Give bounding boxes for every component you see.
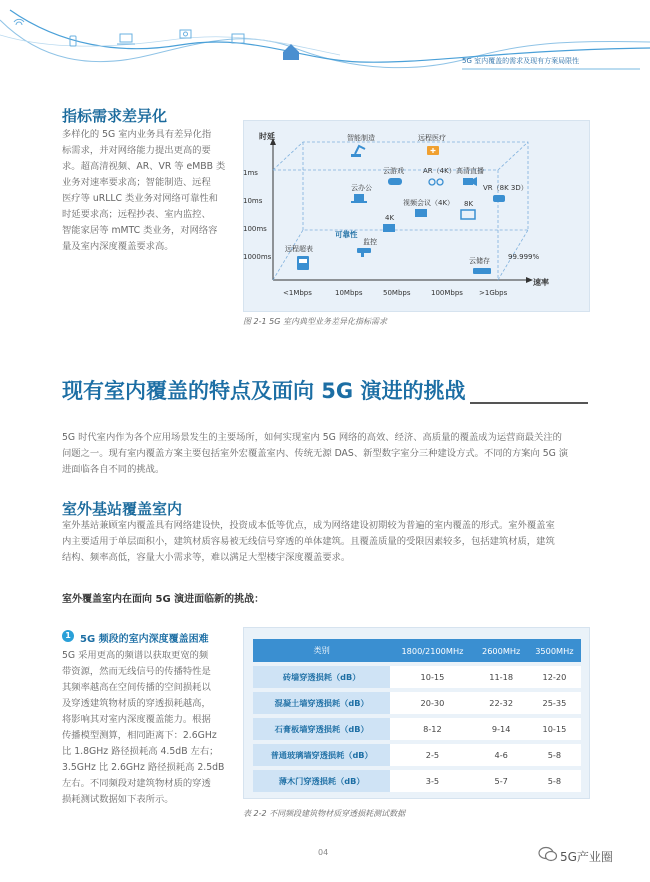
service-hd-live bbox=[456, 166, 484, 186]
table-cell-category: 混凝土墙穿透损耗（dB） bbox=[253, 692, 390, 714]
table-row bbox=[253, 718, 581, 740]
table-cell: 5-8 bbox=[528, 744, 581, 766]
cctv-icon bbox=[357, 248, 371, 257]
paragraph-line: 内主要适用于单层面积小，建筑材质容易被无线信号穿透的单体建筑。且覆盖质量的受限因素较多，包括建筑材质，建筑 bbox=[62, 536, 555, 547]
svg-text:云办公: 云办公 bbox=[351, 184, 372, 192]
challenges-title: 室外覆盖室内在面向 5G 演进面临新的挑战： bbox=[62, 594, 265, 605]
item-title: 5G 频段的室内深度覆盖困难 bbox=[80, 634, 209, 645]
paragraph-line: 室外基站兼顾室内覆盖具有网络建设快，投资成本低等优点，成为网络建设初期较为普遍的室内覆盖的形式。室外覆盖室 bbox=[62, 520, 555, 531]
paragraph-line: 求。超高清视频、AR、VR 等 eMBB 类 bbox=[62, 161, 226, 172]
svg-text:云游戏: 云游戏 bbox=[383, 167, 404, 175]
y-tick: 100ms bbox=[243, 225, 267, 233]
table-header-cell: 1800/2100MHz bbox=[390, 639, 474, 662]
table-cell: 5-7 bbox=[475, 770, 528, 792]
x-tick: 50Mbps bbox=[383, 289, 411, 297]
service-cloud-storage bbox=[469, 256, 491, 274]
table-cell: 5-8 bbox=[528, 770, 581, 792]
table-cell: 12-20 bbox=[528, 666, 581, 688]
gamepad-icon bbox=[388, 178, 402, 185]
service-cloud-office bbox=[351, 183, 372, 203]
paragraph-line: 比 1.8GHz 路径损耗高 4.5dB 左右； bbox=[62, 746, 219, 757]
laptop-icon bbox=[117, 34, 135, 44]
service-ar bbox=[423, 167, 456, 185]
paragraph-line: 其频率越高在空间传播的空间损耗以 bbox=[62, 682, 211, 693]
table-cell: 3-5 bbox=[390, 770, 474, 792]
table-header-row bbox=[253, 639, 581, 662]
x-tick: 100Mbps bbox=[431, 289, 463, 297]
item-number-badge: 1 bbox=[62, 630, 74, 642]
y-tick: 1000ms bbox=[243, 253, 272, 261]
table-cell: 25-35 bbox=[528, 692, 581, 714]
x-axis-title: 速率 bbox=[533, 278, 549, 287]
chapter-intro bbox=[62, 430, 592, 478]
service-4k bbox=[383, 214, 395, 232]
paragraph-line: 进面临各自不同的挑战。 bbox=[62, 464, 165, 475]
table-header-cell: 类别 bbox=[253, 639, 390, 662]
z-axis-title: 可靠性 bbox=[335, 230, 358, 239]
figure-caption: 图 2-1 5G 室内典型业务差异化指标需求 bbox=[243, 317, 387, 326]
svg-text:高清直播: 高清直播 bbox=[456, 167, 484, 175]
wechat-icon bbox=[538, 846, 558, 862]
tv-icon bbox=[461, 210, 475, 219]
svg-text:VR（8K 3D）: VR（8K 3D） bbox=[483, 184, 528, 192]
table-cell: 22-32 bbox=[475, 692, 528, 714]
paragraph-line: 多样化的 5G 室内业务具有差异化指 bbox=[62, 129, 212, 140]
svg-text:云储存: 云储存 bbox=[469, 257, 490, 265]
y-tick: 10ms bbox=[243, 197, 263, 205]
paragraph-line: 5G 时代室内作为各个应用场景发生的主要场所，如何实现室内 5G 网络的高效、经济、高质量的覆盖成为运营商最关注的 bbox=[62, 432, 562, 443]
paragraph-line: 时延要求高；远程抄表、室内监控、 bbox=[62, 209, 211, 220]
storage-icon bbox=[473, 268, 491, 274]
paragraph-line: 3.5GHz 比 2.6GHz 路径损耗高 2.5dB bbox=[62, 762, 225, 773]
header-decoration bbox=[0, 0, 650, 80]
camera-icon bbox=[463, 177, 477, 186]
camera-icon bbox=[180, 30, 191, 38]
table-cell: 10-15 bbox=[390, 666, 474, 688]
z-tick: 99.999% bbox=[508, 253, 540, 261]
paragraph-line: 量及室内深度覆盖要求高。 bbox=[62, 241, 174, 252]
svg-text:智能制造: 智能制造 bbox=[347, 134, 375, 142]
laptop-icon bbox=[351, 194, 367, 203]
paragraph-line: 及穿透建筑物材质的穿透损耗越高， bbox=[62, 698, 211, 709]
paragraph-line: 标需求，并对网络能力提出更高的要 bbox=[62, 145, 211, 156]
service-smart-manufacturing bbox=[347, 133, 375, 157]
table-row bbox=[253, 744, 581, 766]
table-cell: 9-14 bbox=[475, 718, 528, 740]
paragraph-line: 损耗测试数据如下表所示。 bbox=[62, 794, 174, 805]
table-header-cell: 3500MHz bbox=[528, 639, 581, 662]
header-title: 5G 室内覆盖的需求及现有方案局限性 bbox=[462, 57, 580, 65]
svg-text:远程医疗: 远程医疗 bbox=[418, 134, 446, 142]
x-tick: >1Gbps bbox=[479, 289, 508, 297]
table-cell-category: 薄木门穿透损耗（dB） bbox=[253, 770, 390, 792]
page-number: 04 bbox=[318, 848, 329, 857]
service-remote-meter bbox=[285, 244, 313, 270]
video-conf-icon bbox=[415, 209, 427, 217]
table-cell: 20-30 bbox=[390, 692, 474, 714]
chapter-title: 现有室内覆盖的特点及面向 5G 演进的挑战 bbox=[62, 379, 466, 403]
house-icon bbox=[283, 44, 299, 60]
x-tick: 10Mbps bbox=[335, 289, 363, 297]
table-caption: 表 2-2 不同频段建筑物材质穿透损耗测试数据 bbox=[243, 809, 406, 818]
table-cell: 4-6 bbox=[475, 744, 528, 766]
film-icon bbox=[383, 224, 395, 232]
service-remote-medical bbox=[418, 133, 446, 155]
paragraph-line: 医疗等 uRLLC 类业务对网络可靠性和 bbox=[62, 193, 218, 204]
table-cell-category: 石膏板墙穿透损耗（dB） bbox=[253, 718, 390, 740]
table-header-cell: 2600MHz bbox=[475, 639, 528, 662]
table-row bbox=[253, 666, 581, 688]
meter-icon bbox=[297, 256, 309, 270]
table-cell: 11-18 bbox=[475, 666, 528, 688]
paragraph-line: 问题之一。现有室内覆盖方案主要包括室外宏覆盖室内、传统无源 DAS、新型数字室分三种建设方式。不同的方案向 5G 演 bbox=[62, 448, 569, 459]
paragraph-line: 带资源，然而无线信号的传播特性是 bbox=[62, 666, 211, 677]
table-cell-category: 砖墙穿透损耗（dB） bbox=[253, 666, 390, 688]
service-cctv bbox=[357, 237, 377, 257]
svg-text:4K: 4K bbox=[385, 214, 395, 222]
penetration-loss-table bbox=[253, 635, 581, 796]
paragraph-line: 将影响其对室内深度覆盖能力。根据 bbox=[62, 714, 211, 725]
y-axis-title: 时延 bbox=[259, 132, 275, 141]
item-body bbox=[62, 648, 242, 808]
section-body-indicator-diff bbox=[62, 127, 242, 255]
svg-text:监控: 监控 bbox=[363, 238, 377, 246]
y-tick: 1ms bbox=[243, 169, 258, 177]
paragraph-line: 智能家居等 mMTC 类业务，对网络容 bbox=[62, 225, 218, 236]
medical-kit-icon bbox=[427, 146, 439, 155]
section-heading-indicator-diff: 指标需求差异化 bbox=[62, 107, 168, 125]
section-body-outdoor bbox=[62, 518, 592, 566]
paragraph-line: 传播模型测算，相同距离下：2.6GHz bbox=[62, 730, 217, 741]
watermark-text: 5G产业圈 bbox=[560, 850, 613, 864]
service-vr bbox=[483, 184, 528, 202]
service-cloud-gaming bbox=[383, 166, 404, 185]
service-requirement-diagram bbox=[243, 120, 588, 310]
table-cell: 2-5 bbox=[390, 744, 474, 766]
svg-text:视频会议（4K）: 视频会议（4K） bbox=[403, 199, 455, 207]
section-heading-outdoor: 室外基站覆盖室内 bbox=[62, 500, 183, 518]
paragraph-line: 结构、频率高低，容量大小需求等，难以满足大型楼宇深度覆盖要求。 bbox=[62, 552, 351, 563]
svg-text:AR（4K）: AR（4K） bbox=[423, 167, 456, 175]
service-8k bbox=[461, 200, 475, 219]
table-row bbox=[253, 770, 581, 792]
paragraph-line: 左右。不同频段对建筑物材质的穿透 bbox=[62, 778, 211, 789]
table-cell: 8-12 bbox=[390, 718, 474, 740]
title-underline bbox=[470, 402, 588, 404]
paragraph-line: 业务对速率要求高；智能制造、远程 bbox=[62, 177, 211, 188]
paragraph-line: 5G 采用更高的频谱以获取更宽的频 bbox=[62, 650, 209, 661]
table-cell-category: 普通玻璃墙穿透损耗（dB） bbox=[253, 744, 390, 766]
service-video-conference bbox=[403, 198, 454, 217]
svg-text:远程超表: 远程超表 bbox=[285, 245, 313, 253]
wifi-icon bbox=[14, 19, 24, 25]
robot-arm-icon bbox=[351, 146, 365, 157]
vr-headset-icon bbox=[493, 195, 505, 202]
table-row bbox=[253, 692, 581, 714]
ar-glasses-icon bbox=[429, 179, 443, 185]
svg-text:8K: 8K bbox=[464, 200, 474, 208]
table-cell: 10-15 bbox=[528, 718, 581, 740]
x-tick: <1Mbps bbox=[283, 289, 312, 297]
